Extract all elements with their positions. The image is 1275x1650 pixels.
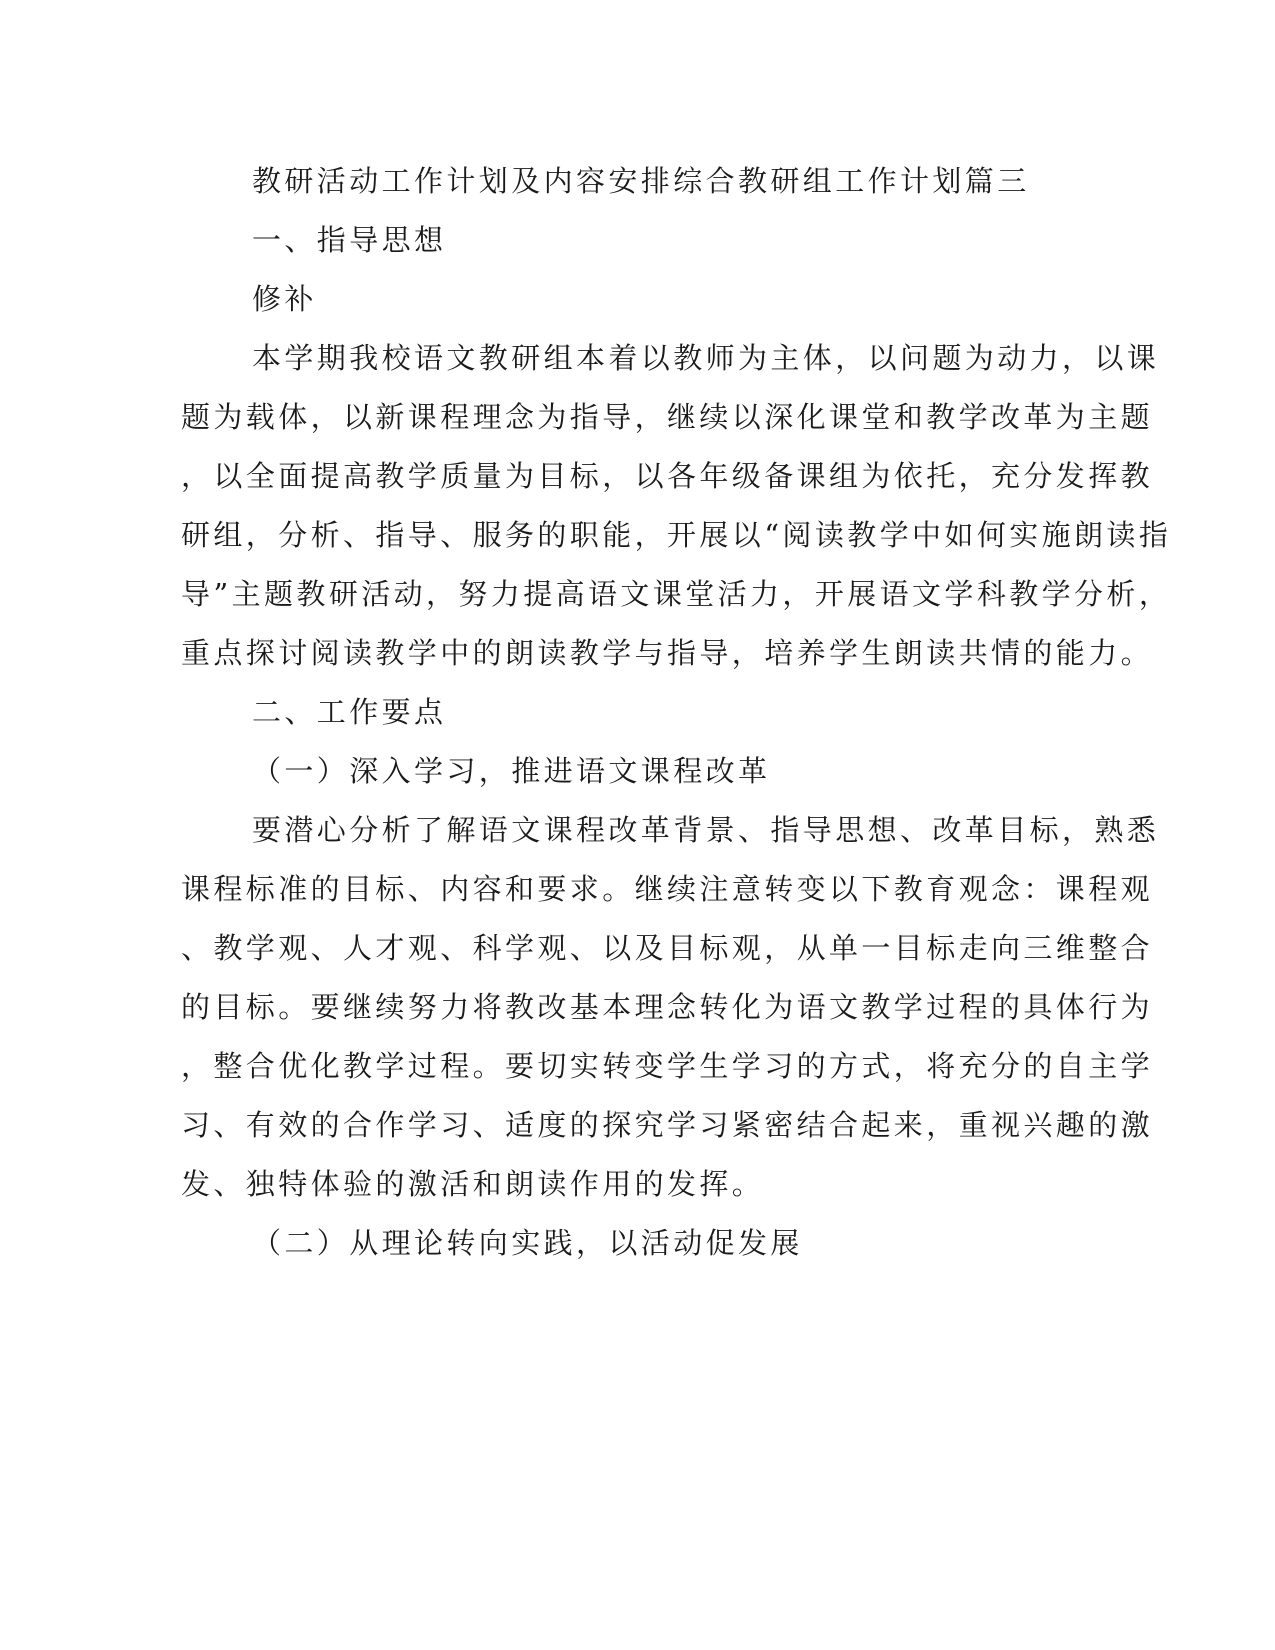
note-text: 修补 [252,282,317,316]
paragraph-line: 要潜心分析了解语文课程改革背景、指导思想、改革目标，熟悉 [252,813,1160,847]
paragraph-line: 习、有效的合作学习、适度的探究学习紧密结合起来，重视兴趣的激 [181,1108,1154,1142]
paragraph-line: 本学期我校语文教研组本着以教师为主体，以问题为动力，以课 [252,341,1160,375]
document-title: 教研活动工作计划及内容安排综合教研组工作计划篇三 [252,164,1030,198]
paragraph-line: 研组，分析、指导、服务的职能，开展以“阅读教学中如何实施朗读指 [181,518,1172,552]
paragraph-line: ，整合优化教学过程。要切实转变学生学习的方式，将充分的自主学 [181,1049,1154,1083]
paragraph-line: 、教学观、人才观、科学观、以及目标观，从单一目标走向三维整合 [181,931,1154,965]
paragraph-line: ，以全面提高教学质量为目标，以各年级备课组为依托，充分发挥教 [181,459,1154,493]
section-heading-guiding-ideology: 一、指导思想 [252,223,447,257]
paragraph-line: 导”主题教研活动，努力提高语文课堂活力，开展语文学科教学分析， [181,577,1172,611]
paragraph-line: 的目标。要继续努力将教改基本理念转化为语文教学过程的具体行为 [181,990,1154,1024]
paragraph-line: 题为载体，以新课程理念为指导，继续以深化课堂和教学改革为主题 [181,400,1154,434]
section-heading-work-points: 二、工作要点 [252,695,447,729]
paragraph-line: 课程标准的目标、内容和要求。继续注意转变以下教育观念：课程观 [181,872,1154,906]
subheading-theory-to-practice: （二）从理论转向实践，以活动促发展 [252,1226,803,1260]
paragraph-line: 重点探讨阅读教学中的朗读教学与指导，培养学生朗读共情的能力。 [181,636,1154,670]
paragraph-line: 发、独特体验的激活和朗读作用的发挥。 [181,1167,765,1201]
subheading-deep-learning: （一）深入学习，推进语文课程改革 [252,754,771,788]
